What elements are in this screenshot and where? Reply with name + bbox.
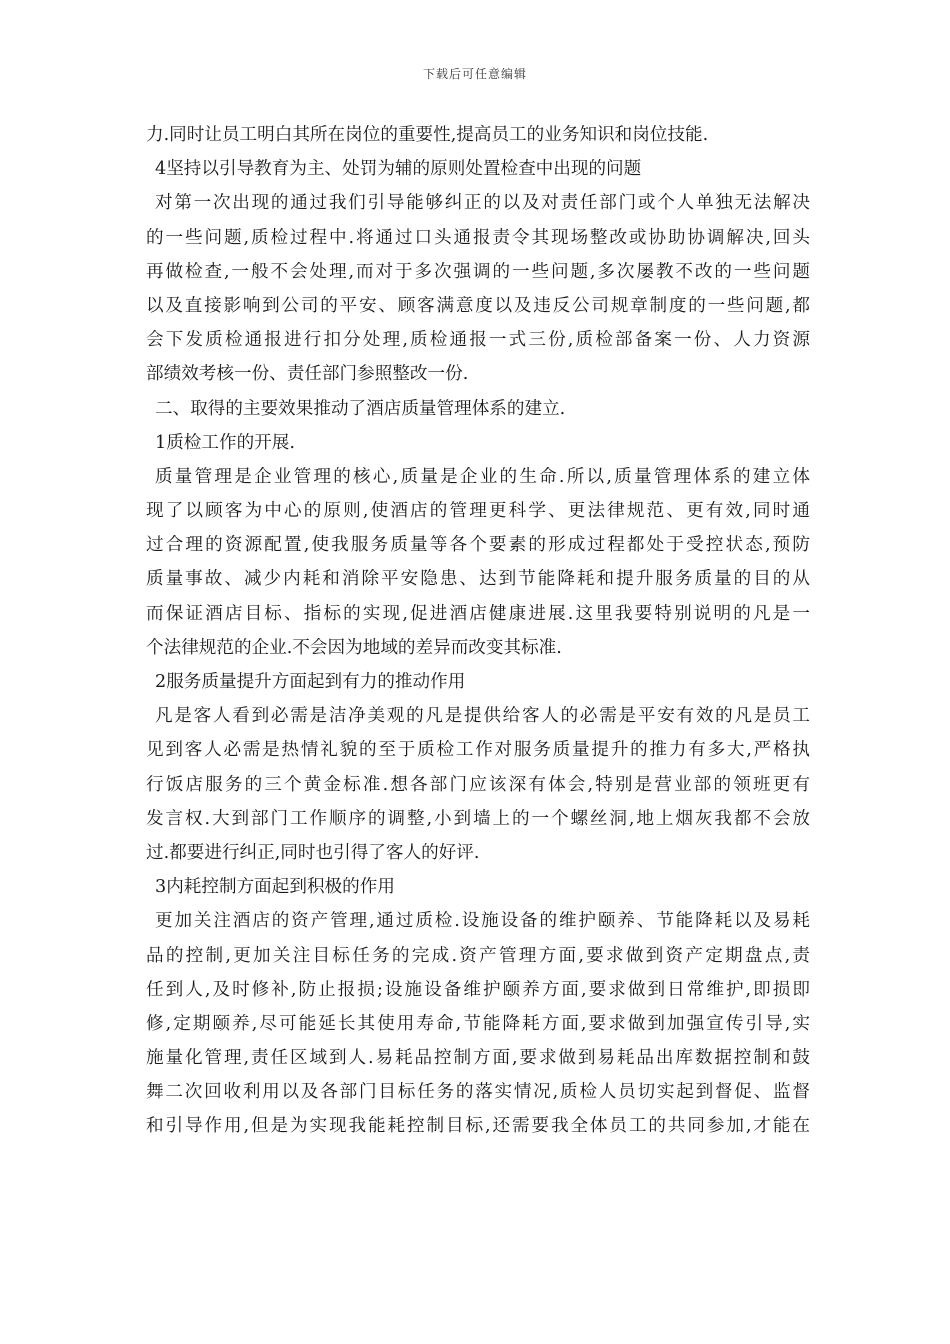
- text-line: 力.同时让员工明白其所在岗位的重要性,提高员工的业务知识和岗位技能.: [146, 125, 709, 145]
- text-line: 对第一次出现的通过我们引导能够纠正的以及对责任部门或个人单独无法解决: [155, 193, 810, 214]
- text-line: 舞二次回收利用以及各部门目标任务的落实情况,质检人员切实起到督促、监督: [146, 1082, 810, 1103]
- text-line: 过.都要进行纠正,同时也引得了客人的好评.: [146, 842, 480, 863]
- text-line: 任到人,及时修补,防止报损;设施设备维护颐养方面,要求做到日常维护,即损即: [146, 979, 810, 1000]
- text-line: 以及直接影响到公司的平安、顾客满意度以及违反公司规章制度的一些问题,都: [146, 295, 810, 316]
- text-line: 过合理的资源配置,使我服务质量等各个要素的形成过程都处于受控状态,预防: [146, 535, 810, 556]
- text-line: 和引导作用,但是为实现我能耗控制目标,还需要我全体员工的共同参加,才能在: [146, 1116, 810, 1137]
- text-line: 3内耗控制方面起到积极的作用: [155, 877, 395, 898]
- text-line: 行饭店服务的三个黄金标准.想各部门应该深有体会,特别是营业部的领班更有: [146, 774, 810, 795]
- text-line: 凡是客人看到必需是洁净美观的凡是提供给客人的必需是平安有效的凡是员工: [155, 706, 810, 727]
- document-body: [146, 118, 810, 1144]
- page-header-note: 下载后可任意编辑: [422, 67, 527, 81]
- text-line: 4坚持以引导教育为主、处罚为辅的原则处置检查中出现的问题: [155, 159, 642, 180]
- text-line: 更加关注酒店的资产管理,通过质检.设施设备的维护颐养、节能降耗以及易耗: [155, 911, 810, 932]
- text-line: 部绩效考核一份、责任部门参照整改一份.: [146, 364, 469, 385]
- text-line: 个法律规范的企业.不会因为地域的差异而改变其标准.: [146, 637, 562, 658]
- text-line: 质量管理是企业管理的核心,质量是企业的生命.所以,质量管理体系的建立体: [155, 466, 810, 487]
- text-line: 现了以顾客为中心的原则,使酒店的管理更科学、更法律规范、更有效,同时通: [146, 501, 810, 522]
- text-line: 二、取得的主要效果推动了酒店质量管理体系的建立.: [155, 398, 566, 419]
- text-line: 质量事故、减少内耗和消除平安隐患、达到节能降耗和提升服务质量的目的从: [146, 569, 810, 590]
- text-line: 1质检工作的开展.: [155, 432, 295, 453]
- text-line: 的一些问题,质检过程中.将通过口头通报责令其现场整改或协助协调解决,回头: [146, 227, 810, 248]
- text-line: 而保证酒店目标、指标的实现,促进酒店健康进展.这里我要特别说明的凡是一: [146, 603, 810, 624]
- text-line: 品的控制,更加关注目标任务的完成.资产管理方面,要求做到资产定期盘点,责: [146, 945, 810, 966]
- text-line: 发言权.大到部门工作顺序的调整,小到墙上的一个螺丝洞,地上烟灰我都不会放: [146, 808, 810, 829]
- text-line: 2服务质量提升方面起到有力的推动作用: [155, 672, 466, 692]
- text-line: 会下发质检通报进行扣分处理,质检通报一式三份,质检部备案一份、人力资源: [146, 330, 810, 351]
- text-line: 再做检查,一般不会处理,而对于多次强调的一些问题,多次屡教不改的一些问题: [146, 261, 810, 282]
- text-line: 修,定期颐养,尽可能延长其使用寿命,节能降耗方面,要求做到加强宣传引导,实: [146, 1013, 810, 1034]
- text-line: 施量化管理,责任区域到人.易耗品控制方面,要求做到易耗品出库数据控制和鼓: [146, 1048, 810, 1069]
- text-line: 见到客人必需是热情礼貌的至于质检工作对服务质量提升的推力有多大,严格执: [146, 740, 810, 761]
